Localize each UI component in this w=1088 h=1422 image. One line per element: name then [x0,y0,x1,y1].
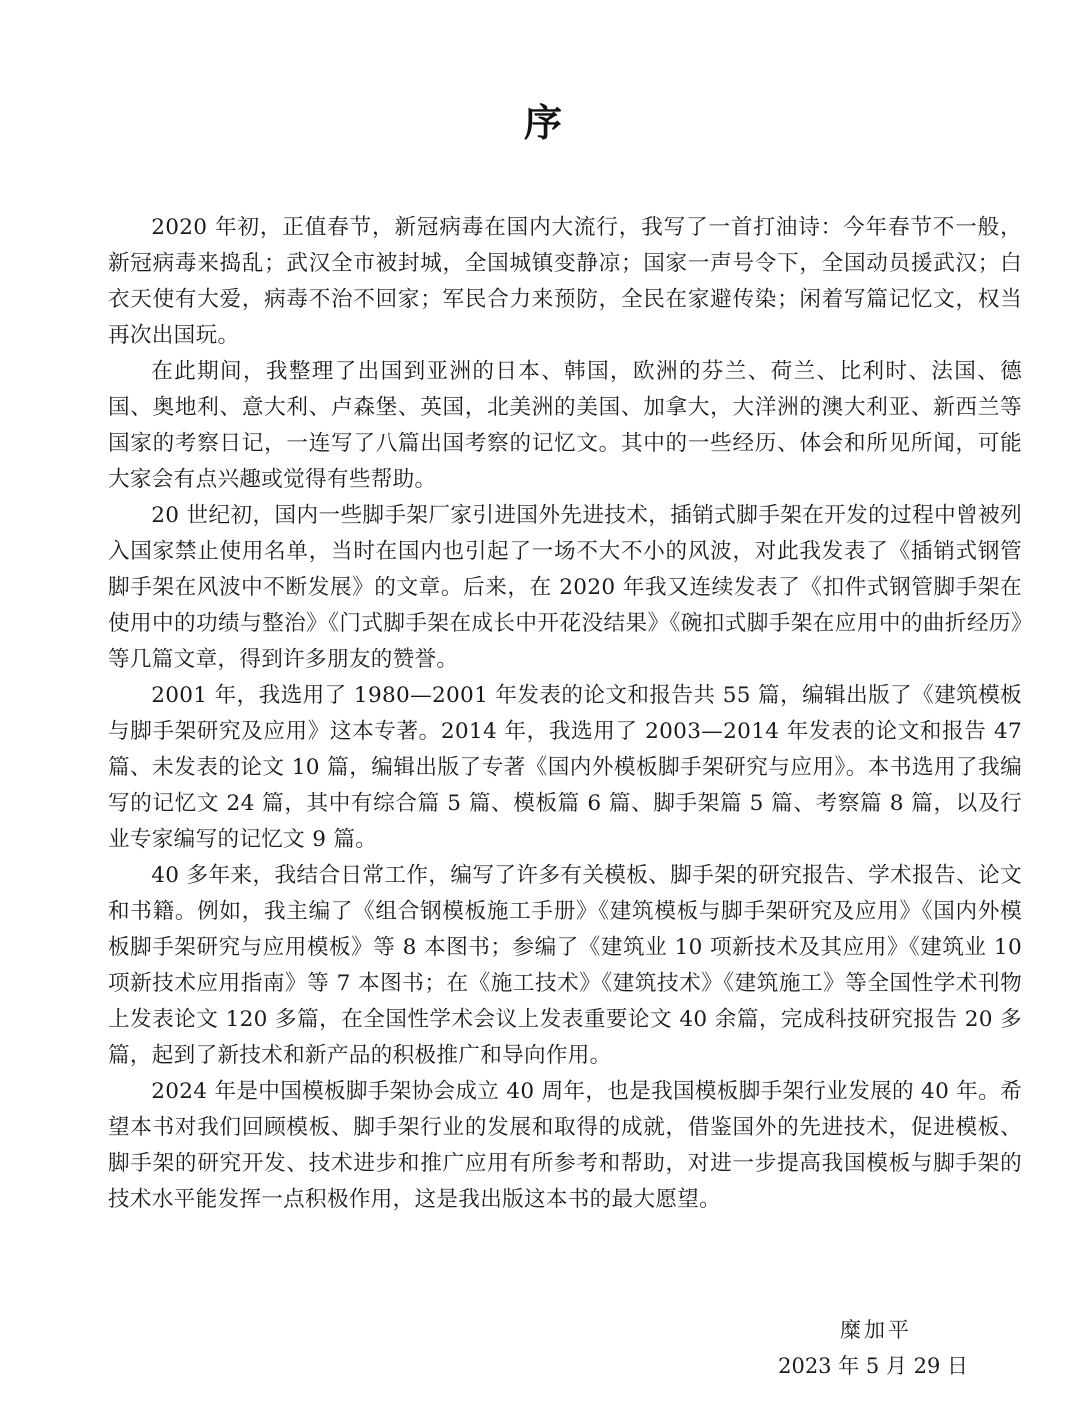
paragraph-6: 2024 年是中国模板脚手架协会成立 40 周年，也是我国模板脚手架行业发展的 40 年。希望本书对我们回顾模板、脚手架行业的发展和取得的成就，借鉴国外的先进技术，促进模板、脚手架的研究开发、技术进步和推广应用有所参考和帮助，对进一步提高我国模板与脚手架的技术水平能发挥一点积极作用，这是我出版这本书的最大愿望。 [108,1079,1022,1212]
preface-body [108,210,1022,1218]
signature-block [778,1312,968,1384]
paragraph-3: 20 世纪初，国内一些脚手架厂家引进国外先进技术，插销式脚手架在开发的过程中曾被列入国家禁止使用名单，当时在国内也引起了一场不大不小的风波，对此我发表了《插销式钢管脚手架在风波中不断发展》的文章。后来，在 2020 年我又连续发表了《扣件式钢管脚手架在使用中的功绩与整治》《门式脚手架在成长中开花没结果》《碗扣式脚手架在应用中的曲折经历》等几篇文章，得到许多朋友的赞誉。 [108,503,1022,672]
signature-date: 2023 年 5 月 29 日 [778,1354,968,1378]
paragraph-5: 40 多年来，我结合日常工作，编写了许多有关模板、脚手架的研究报告、学术报告、论文和书籍。例如，我主编了《组合钢模板施工手册》《建筑模板与脚手架研究及应用》《国内外模板脚手架研究与应用模板》等 8 本图书；参编了《建筑业 10 项新技术及其应用》《建筑业 10 项新技术应用指南》等 7 本图书；在《施工技术》《建筑技术》《建筑施工》等全国性学术刊物上发表论文 120 多篇，在全国性学术会议上发表重要论文 40 余篇，完成科技研究报告 20 多篇，起到了新技术和新产品的积极推广和导向作用。 [108,863,1022,1068]
page-title: 序 [523,100,564,145]
paragraph-4: 2001 年，我选用了 1980—2001 年发表的论文和报告共 55 篇，编辑出版了《建筑模板与脚手架研究及应用》这本专著。2014 年，我选用了 2003—2014 年发表的论文和报告 47 篇、未发表的论文 10 篇，编辑出版了专著《国内外模板脚手架研究与应用》。本书选用了我编写的记忆文 24 篇，其中有综合篇 5 篇、模板篇 6 篇、脚手架篇 5 篇、考察篇 8 篇，以及行业专家编写的记忆文 9 篇。 [108,683,1022,852]
author-name: 糜加平 [840,1318,912,1342]
paragraph-2: 在此期间，我整理了出国到亚洲的日本、韩国，欧洲的芬兰、荷兰、比利时、法国、德国、奥地利、意大利、卢森堡、英国，北美洲的美国、加拿大，大洋洲的澳大利亚、新西兰等国家的考察日记，一连写了八篇出国考察的记忆文。其中的一些经历、体会和所见所闻，可能大家会有点兴趣或觉得有些帮助。 [108,359,1022,492]
paragraph-1: 2020 年初，正值春节，新冠病毒在国内大流行，我写了一首打油诗：今年春节不一般，新冠病毒来捣乱；武汉全市被封城，全国城镇变静凉；国家一声号令下，全国动员援武汉；白衣天使有大爱，病毒不治不回家；军民合力来预防，全民在家避传染；闲着写篇记忆文，权当再次出国玩。 [108,215,1022,348]
